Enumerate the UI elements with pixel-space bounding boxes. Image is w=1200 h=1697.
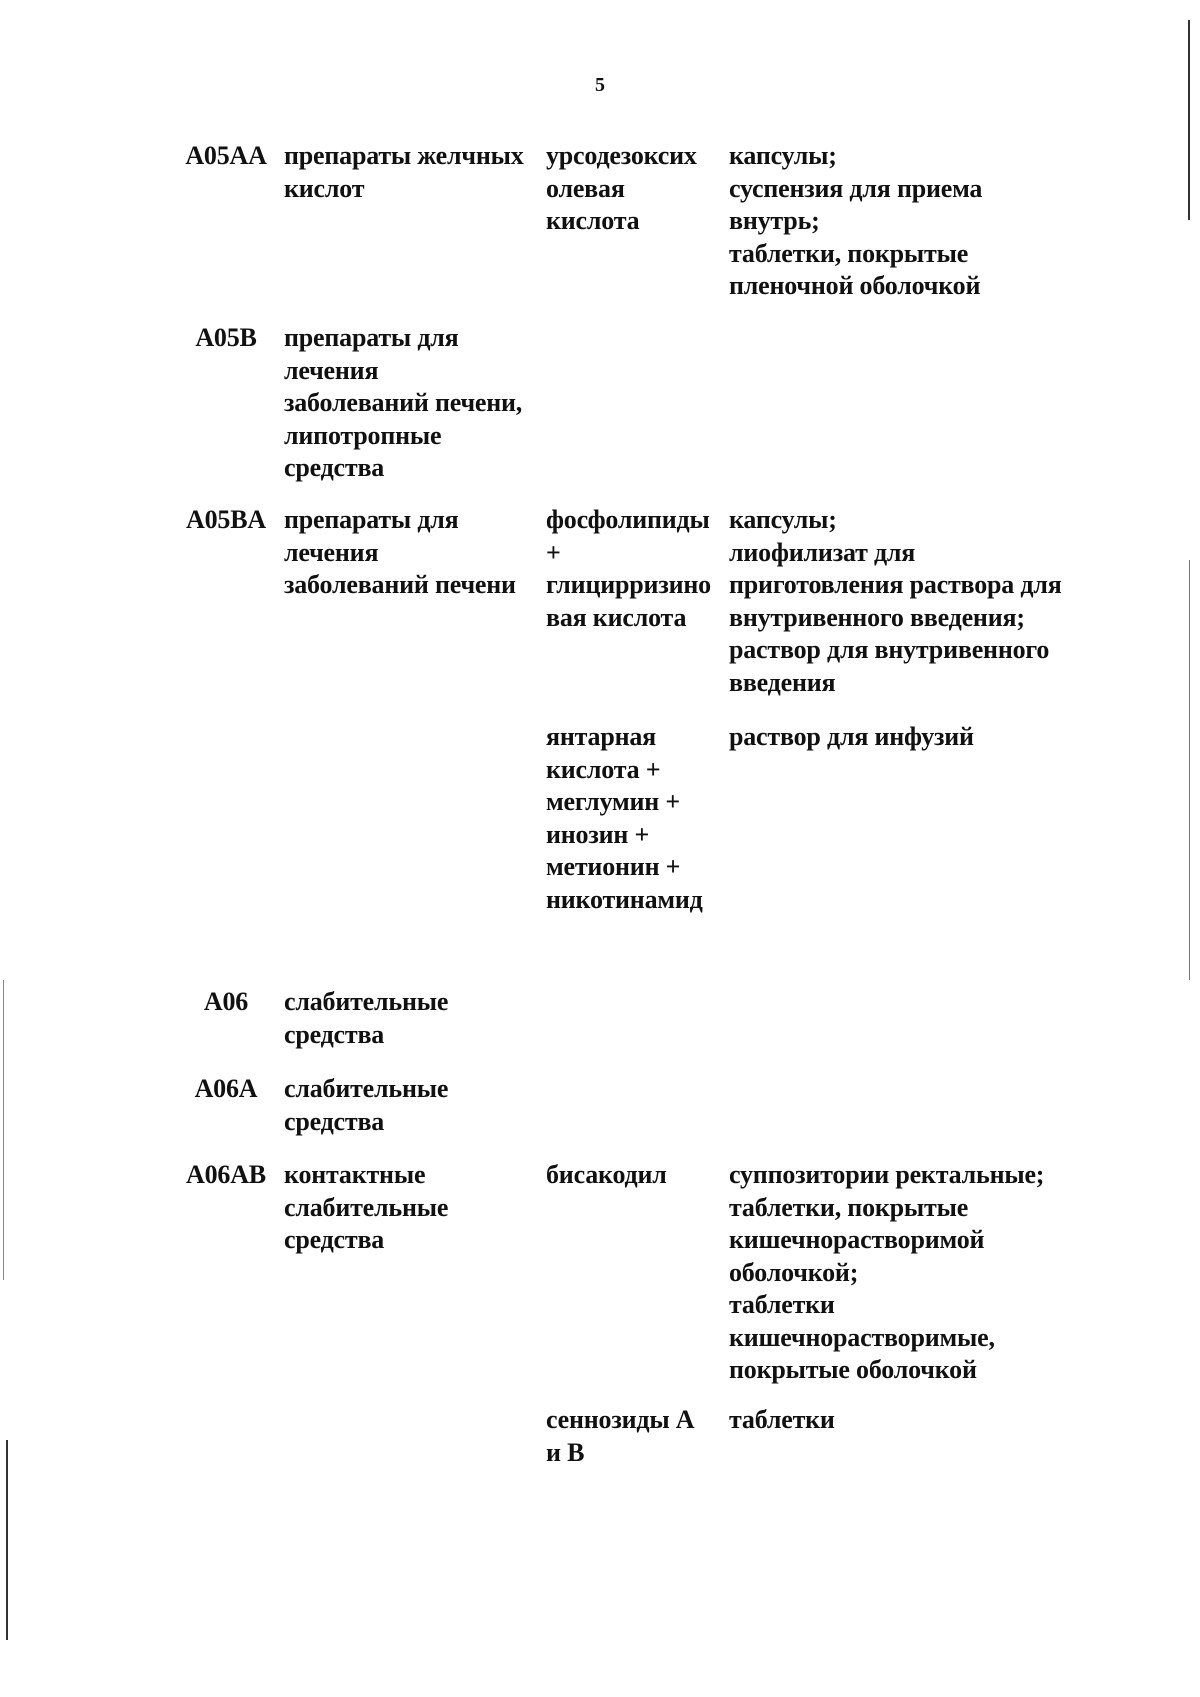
scan-edge-left: [3, 980, 4, 1280]
atc-code: A06A: [194, 1074, 258, 1103]
drug-name: сеннозиды А и В: [546, 1405, 695, 1467]
scan-edge-right: [1188, 20, 1190, 220]
group-name: слабительные средства: [284, 987, 449, 1049]
scan-edge-right: [1189, 560, 1190, 980]
atc-code: A06: [203, 987, 249, 1016]
dosage-form: таблетки: [729, 1405, 835, 1434]
group-name: препараты для лечения заболеваний печени, липотропные средства: [284, 323, 523, 482]
dosage-form: капсулы; суспензия для приема внутрь; таблетки, покрытые пленочной оболочкой: [729, 141, 983, 300]
atc-code: A05AA: [185, 141, 267, 170]
dosage-form: суппозитории ректальные; таблетки, покрытые кишечнорастворимой оболочкой; таблетки кишечнорастворимые, покрытые оболочкой: [729, 1160, 1045, 1384]
group-name: контактные слабительные средства: [284, 1160, 449, 1254]
page-number: 5: [595, 74, 605, 96]
drug-name: бисакодил: [546, 1160, 667, 1189]
group-name: препараты для лечения заболеваний печени: [284, 505, 516, 599]
drug-name: янтарная кислота + меглумин + инозин + метионин + никотинамид: [546, 722, 703, 914]
group-name: слабительные средства: [284, 1074, 449, 1136]
atc-code: A05B: [195, 323, 257, 352]
dosage-form: раствор для инфузий: [729, 722, 974, 751]
drug-name: фосфолипиды + глицирризино вая кислота: [546, 505, 711, 632]
atc-code: A05BA: [186, 505, 266, 534]
dosage-form: капсулы; лиофилизат для приготовления раствора для внутривенного введения; раствор для внутривенного введения: [729, 505, 1062, 697]
atc-code: A06AB: [186, 1160, 266, 1189]
scan-edge-left: [6, 1440, 8, 1640]
group-name: препараты желчных кислот: [284, 141, 524, 203]
drug-name: урсодезоксих олевая кислота: [546, 141, 697, 235]
